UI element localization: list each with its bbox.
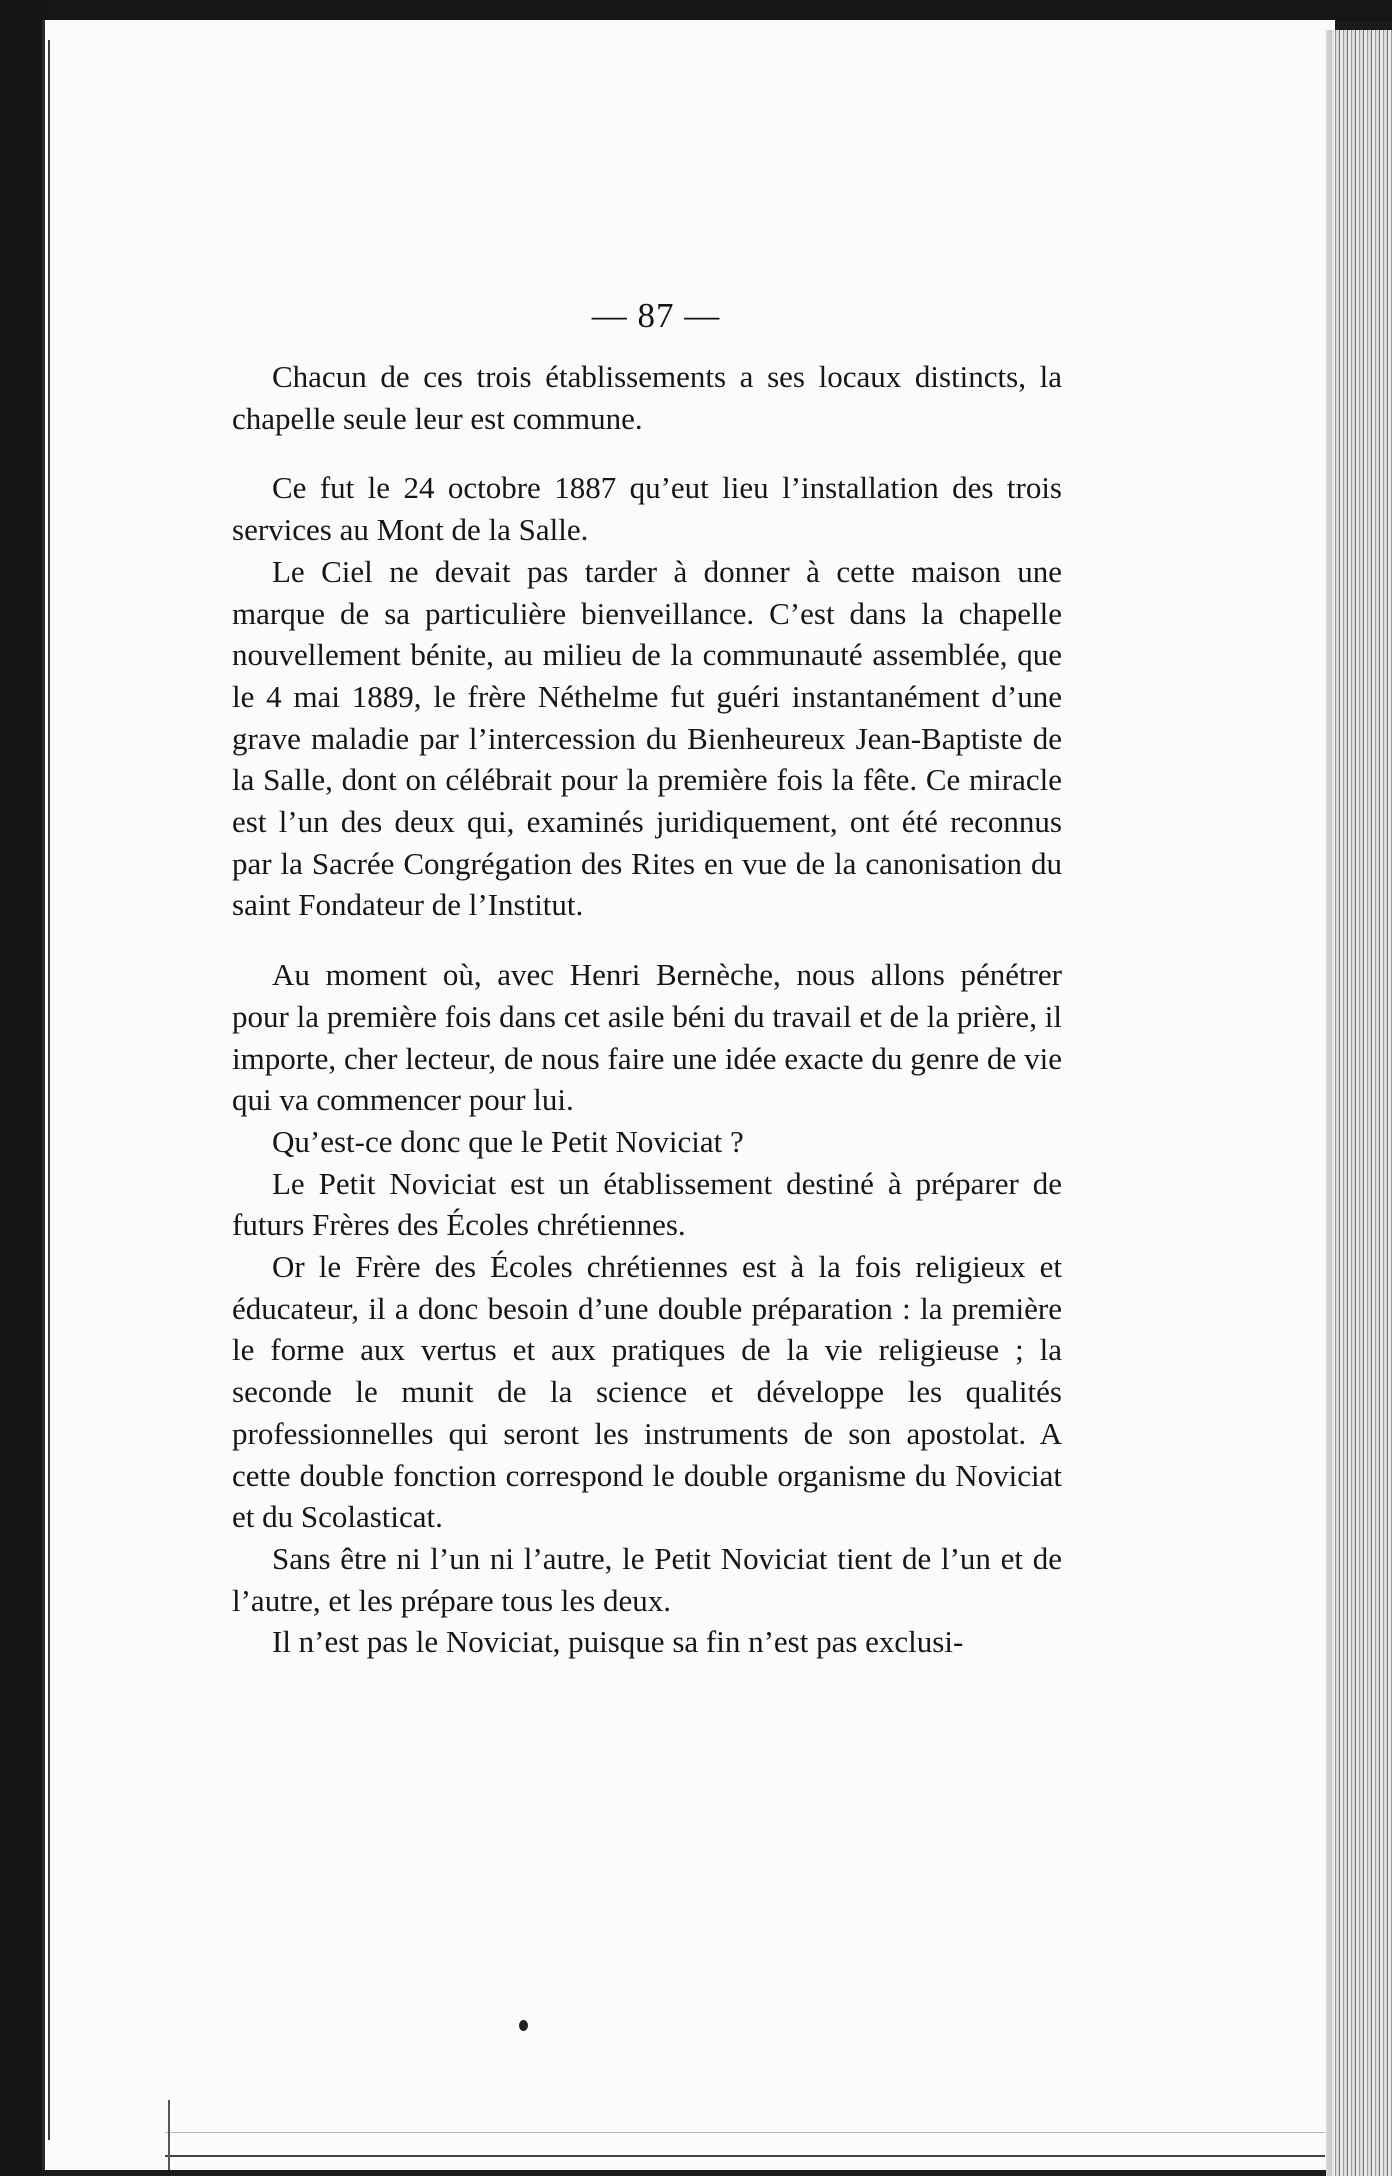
paragraph-2: Ce fut le 24 octobre 1887 qu’eut lieu l’installation des trois services au Mont de la Salle.	[232, 470, 1062, 548]
paragraph-5: Qu’est-ce donc que le Petit Noviciat ?	[272, 1123, 744, 1159]
paragraph-gap	[232, 439, 1062, 467]
paragraph-3: Le Ciel ne devait pas tarder à donner à cette maison une marque de sa particulière bienveillance. C’est dans la chapelle nouvellement bénite, au milieu de la communauté assemblée, que le 4 mai 1889, le frère Néthelme fut guéri instantanément d’une grave maladie par l’intercession du Bienheureux Jean-Baptiste de la Salle, dont on célébrait pour la première fois la fête. Ce miracle est l’un des deux qui, examinés juridiquement, ont été reconnus par la Sacrée Congrégation des Rites en vue de la canonisation du saint Fondateur de l’Institut.	[232, 553, 1062, 923]
bottom-rule	[165, 2155, 1325, 2157]
stacked-page-edges	[1332, 30, 1392, 2176]
binding-line	[48, 40, 50, 2140]
body-text	[232, 356, 1062, 1663]
bottom-left-mark	[168, 2100, 170, 2170]
paragraph-1: Chacun de ces trois établissements a ses locaux distincts, la chapelle seule leur est commune.	[232, 359, 1062, 436]
paragraph-8: Sans être ni l’un ni l’autre, le Petit Noviciat tient de l’un et de l’autre, et les prépare tous les deux.	[232, 1540, 1062, 1618]
paragraph-9: Il n’est pas le Noviciat, puisque sa fin n’est pas exclusi-	[272, 1624, 964, 1660]
scan-top-border	[0, 0, 1392, 22]
ink-speck	[519, 2020, 528, 2031]
paragraph-7: Or le Frère des Écoles chrétiennes est à la fois religieux et éducateur, il a donc besoin d’une double préparation : la première le forme aux vertus et aux pratiques de la vie religieuse ; la seconde le munit de la science et développe les qualités professionnelles qui seront les instruments de son apostolat. A cette double fonction correspond le double organisme du Noviciat et du Scolasticat.	[232, 1249, 1062, 1535]
paragraph-6: Le Petit Noviciat est un établissement destiné à préparer de futurs Frères des Écoles chrétiennes.	[232, 1165, 1062, 1243]
page-number: — 87 —	[591, 296, 721, 335]
paragraph-gap	[232, 926, 1062, 954]
paragraph-4: Au moment où, avec Henri Bernèche, nous allons pénétrer pour la première fois dans cet asile béni du travail et de la prière, il importe, cher lecteur, de nous faire une idée exacte du genre de vie qui va commencer pour lui.	[232, 957, 1062, 1118]
bottom-rule-light	[165, 2132, 1325, 2133]
